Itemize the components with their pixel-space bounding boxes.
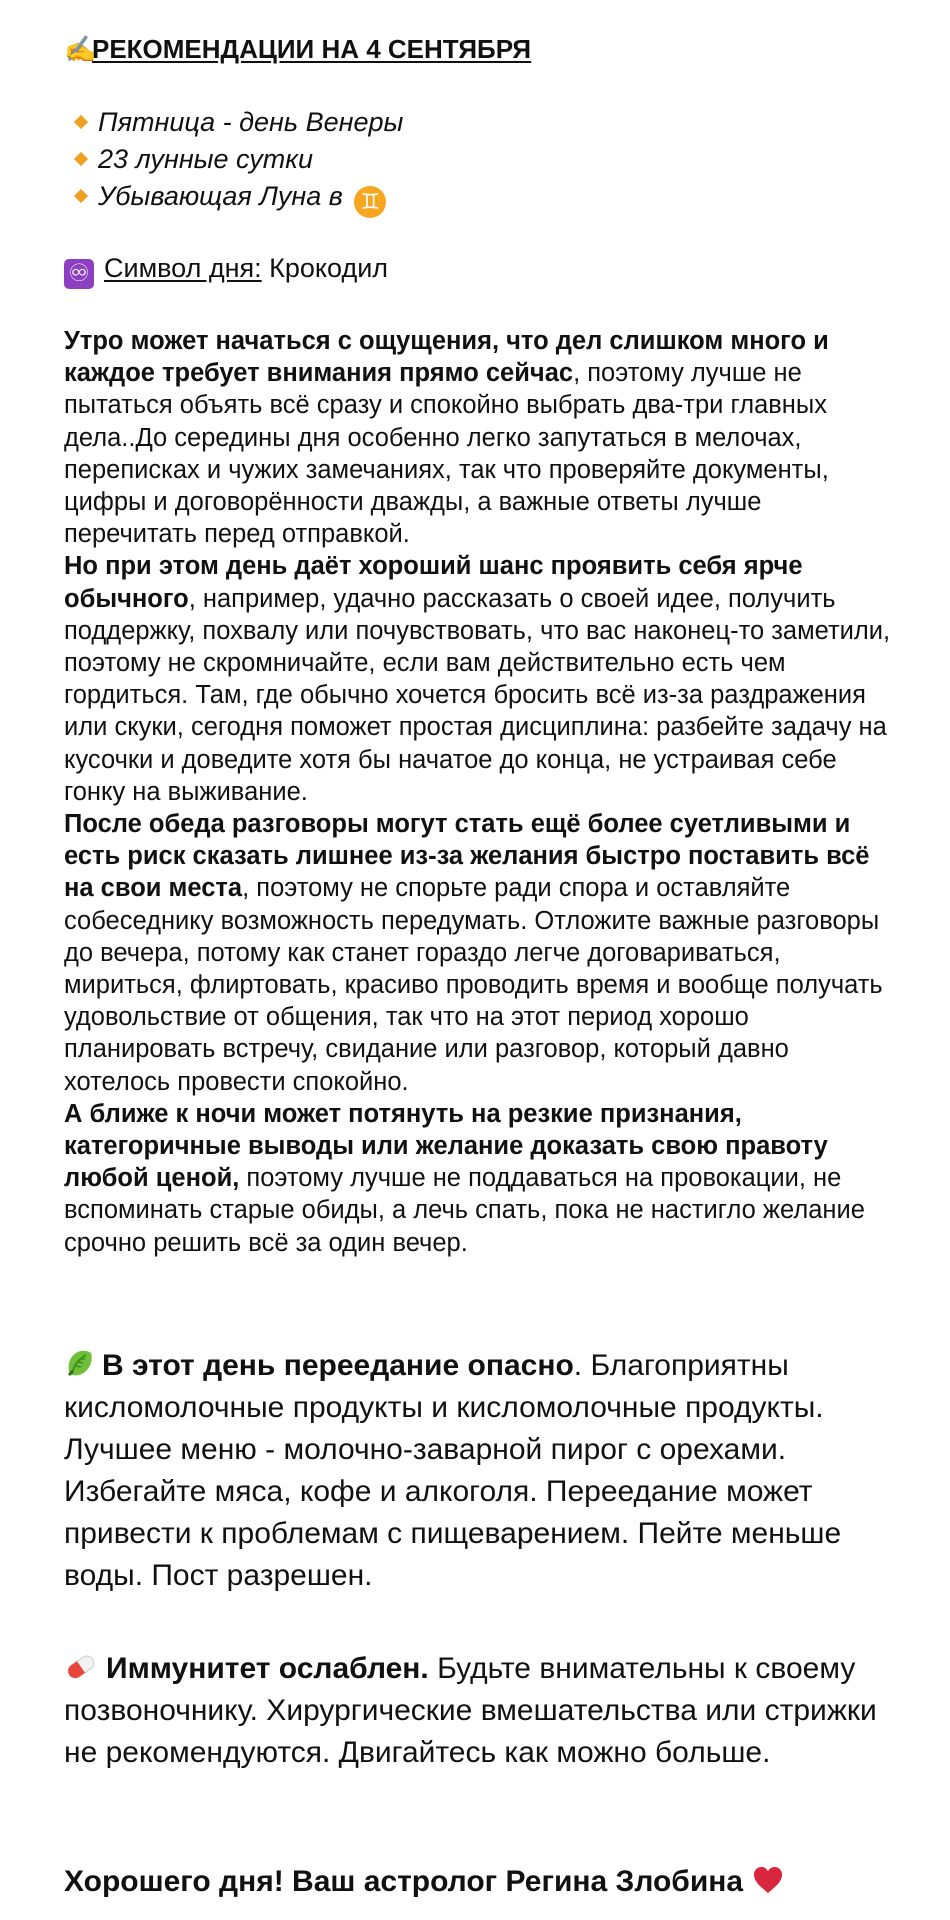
paragraph-text: , например, удачно рассказать о своей идее, получить поддержку, похвалу или почувствовать, что вас наконец-то заметили, поэтому не скромничайте, если вам действительно есть чем гордиться. Там, где обычно хочется бросить всё из-за раздражения или скуки, сегодня поможет простая дисциплина: разбейте задачу на кусочки и доведите хотя бы начатое до конца, не устраивая себе гонку на выживание. bbox=[64, 584, 891, 806]
list-item bbox=[76, 104, 403, 141]
gemini-sign-icon: ♊ bbox=[354, 186, 386, 218]
fact-moon-phase: Убывающая Луна в bbox=[98, 181, 343, 211]
food-advice bbox=[64, 1345, 894, 1597]
lettuce-icon bbox=[64, 1347, 96, 1379]
pill-icon bbox=[64, 1651, 98, 1683]
health-advice bbox=[64, 1648, 894, 1774]
writing-hand-icon: ✍️ bbox=[64, 34, 97, 64]
forecast-paragraph-night bbox=[64, 1098, 894, 1259]
health-lead: Иммунитет ослаблен. bbox=[106, 1652, 429, 1685]
health-text: Будьте внимательны к своему позвоночнику. Хирургические вмешательства или стрижки не рекомендуются. Двигайтесь как можно больше. bbox=[64, 1652, 877, 1769]
paragraph-lead: А ближе к ночи может потянуть на резкие признания, категоричные выводы или желание доказать свою правоту любой ценой, bbox=[64, 1099, 828, 1193]
signoff-text: Хорошего дня! Ваш астролог Регина Злобина bbox=[64, 1865, 744, 1898]
forecast-paragraph-morning bbox=[64, 325, 894, 550]
paragraph-lead: После обеда разговоры могут стать ещё более суетливыми и есть риск сказать лишнее из-за желания быстро поставить всё на свои места bbox=[64, 810, 870, 903]
fact-weekday: Пятница - день Венеры bbox=[98, 107, 404, 137]
symbol-label: Символ дня: bbox=[104, 253, 262, 283]
paragraph-lead: Но при этом день даёт хороший шанс проявить себя ярче обычного bbox=[64, 552, 803, 613]
fact-lunar-day: 23 лунные сутки bbox=[98, 144, 314, 174]
list-item bbox=[76, 178, 403, 218]
orange-diamond-icon bbox=[74, 152, 88, 166]
food-lead: В этот день переедание опасно bbox=[102, 1349, 574, 1382]
heart-icon bbox=[751, 1864, 785, 1896]
signoff bbox=[64, 1863, 785, 1901]
forecast-paragraph-day bbox=[64, 550, 894, 808]
paragraph-lead: Утро может начаться с ощущения, что дел слишком много и каждое требует внимания прямо сейчас bbox=[64, 327, 829, 388]
title-text: РЕКОМЕНДАЦИИ НА 4 СЕНТЯБРЯ bbox=[92, 34, 532, 64]
forecast-paragraph-afternoon bbox=[64, 808, 894, 1098]
food-text: . Благоприятны кисломолочные продукты и кисломолочные продукты. Лучшее меню - молочно-заварной пирог с орехами. Избегайте мяса, кофе и алкоголя. Переедание может привести к проблемам с пищеварением. Пейте меньше воды. Пост разрешен. bbox=[64, 1349, 842, 1592]
list-item bbox=[76, 141, 403, 178]
day-facts-list bbox=[76, 104, 403, 218]
orange-diamond-icon bbox=[74, 115, 88, 129]
infinity-icon: ♾ bbox=[64, 259, 94, 289]
orange-diamond-icon bbox=[74, 189, 88, 203]
paragraph-text: поэтому лучше не поддаваться на провокации, не вспоминать старые обиды, а лечь спать, пока не настигло желание срочно решить всё за один вечер. bbox=[64, 1164, 865, 1257]
symbol-value: Крокодил bbox=[269, 253, 389, 283]
page-title bbox=[64, 32, 531, 66]
forecast-body bbox=[64, 325, 894, 1259]
paragraph-text: , поэтому не спорьте ради спора и оставляйте собеседнику возможность передумать. Отложите важные разговоры до вечера, потому как станет гораздо легче договариваться, мириться, флиртовать, красиво проводить время и вообще получать удовольствие от общения, так что на этот период хорошо планировать встречу, свидание или разговор, который давно хотелось провести спокойно. bbox=[64, 874, 883, 1096]
symbol-of-day bbox=[64, 250, 388, 289]
paragraph-text: , поэтому лучше не пытаться объять всё сразу и спокойно выбрать два-три главных дела..До середины дня особенно легко запутаться в мелочах, переписках и чужих замечаниях, так что проверяйте документы, цифры и договорённости дважды, а важные ответы лучше перечитать перед отправкой. bbox=[64, 359, 829, 549]
